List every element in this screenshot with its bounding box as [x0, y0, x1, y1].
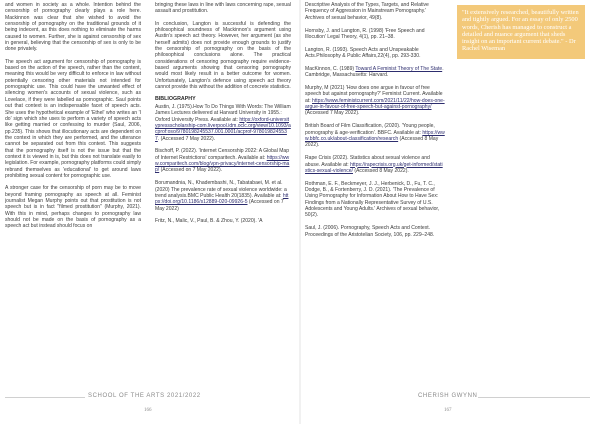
reference-link[interactable]: https://oxford-universitypressscholarship-com.liverpool.idm.oclc.org/view/10.1093/acprof:oso/9780198245537.001.0001/acprof-9780198245537 [155, 116, 291, 142]
body-paragraph: bringing these laws in line with laws concerning rape, sexual assault and prostitution. [155, 2, 291, 15]
page-number: 167 [444, 408, 452, 413]
body-paragraph: In conclusion, Langton is successful is defending the philosophical soundness of Mackinnon's argument using Austin's speech act theory. However, her argument (as she herself admits) does not provide enough grounds to justify the censorship of pornography on the basis of the philosophical conclusions alone. The practical considerations of censoring pornography require evidence-based arguments showing that censoring pornography would most likely result in a better outcome for women. Unfortunately, Langton's defence using speech act theory cannot provide this without the addition of concrete statistics. [155, 20, 291, 91]
reference-text: Murphy, M (2021) 'How does one argue in favour of free speech but against pornography?' Feminist Current. Available at: [305, 85, 443, 104]
reference-text: (Accessed 8 May 2022). [352, 167, 409, 174]
reference-text: Austin, J. (1975).How To Do Things With Words: The William James Lectures delivered at Harvard University in 1955.: Oxford University Press. Available at: [155, 103, 291, 123]
reference-link[interactable]: https://www.feministcurrent.com/2021/11/22/how-does-one-argue-in-favour-of-free-speech-but-against-pornography/ [305, 97, 445, 111]
reference-entry [305, 2, 445, 21]
reference-entry [155, 218, 291, 224]
essay-column-1 [5, 2, 141, 236]
body-paragraph: The speech act argument for censorship of pornography is based on the action of the speech, rather than the content, meaning this would be very difficult to enforce in law without potentially censoring other materials not intended for pornographic use. This could have the unwanted effect of silencing women's accounts of sexual violence, such as Lovelace, if they were labelled as pornographic. Saul points out that context is an indispensable facet of speech acts. She uses the hypothetical example of 'Ethel' who writes an 'I do' sign which she uses to perform a variety of speech acts like getting married or confessing to murder (Saul, 2006, pp.235). This shows that illocutionary acts are dependent on the context in which they are performed, and the utterance cannot be separated out from this context. This suggests that the pornography itself is not the issue but that the context it is viewed in is, but this does not translate easily to legislation. For example, pornography platforms could simply rebrand themselves as 'educational' to get around laws prohibiting sexual content for pornographic use. [5, 58, 141, 179]
reference-text: (Accessed 7 May 2022). [305, 110, 360, 117]
reference-link[interactable]: https://doi.org/10.1186/s12889-020-09926-5 [155, 192, 289, 206]
reference-text: (Accessed on 7 May 2022) [155, 199, 284, 212]
reference-text: Hornsby, J. and Langton, R. (1998) 'Free Speech and Illocution' Legal Theory, 4(1), pp. 21–38. [305, 27, 425, 40]
reference-text: . Cambridge, Massachusetts: Harvard. [305, 65, 444, 79]
footer-author-label: CHERISH GWYNN [418, 393, 478, 399]
bibliography-column [305, 2, 445, 244]
reference-text: . (Accessed 7 May 2022). [157, 135, 216, 142]
body-paragraph: and women in society as a whole. Intention behind the censorship of pornography clearly plays a role here. Mackinnon was clear that she wished to avoid the censorship of pornography on the traditional grounds of it being indecent, as this does nothing to eliminate the harms caused to women. Further, she is against censorship of sex in general, believing that the censorship of sex is only to be done privately. [5, 2, 141, 53]
reference-entry [305, 225, 445, 238]
footer-rule [5, 397, 85, 398]
reference-entry [305, 28, 445, 41]
footer-rule [478, 397, 590, 398]
reference-entry [305, 66, 445, 79]
reference-text: (Accessed on 7 May 2022). [159, 167, 223, 174]
reference-entry [305, 85, 445, 117]
reference-text: Rape Crisis (2022). Statistics about sexual violence and abuse. Available at: [305, 155, 430, 168]
reference-text: MacKinnon, C. (1989) [305, 65, 356, 72]
reference-text: Fritz, N., Malic, V., Paul, B. & Zhou, Y. (2020). 'A [155, 218, 263, 225]
reference-entry [155, 148, 291, 173]
reference-text: Rothman, E. F., Beckmeyer, J. J., Herbenick, D., Fu, T. C., Dodge, B., & Fortenberry, J. D. (2021). 'The Prevalence of Using Pornography for Information About How to Have Sex: Findings from a Nationally Representative Survey of U.S. Adolescents and Young Adults.' Archives of sexual behavior, 50(2). [305, 180, 440, 219]
body-paragraph: A stronger case for the censorship of porn may be to move beyond framing pornography as speech at all. Feminist journalist Megan Murphy points out that prostitution is not speech but is in fact "filmed prostitution" (Murphy, 2021). With this in mind, perhaps changes to pornography law should not be made on the basis of pornography as a speech act but instead should focus on [5, 185, 141, 230]
reference-text: British Board of Film Classification, (2020). 'Young people, pornography & age-verification'. BBFC. Available at: [305, 123, 435, 136]
reference-text: Bischoff, P. (2022). 'Internet Censorship 2022: A Global Map of Internet Restrictions' comparitech. Available at: [155, 148, 290, 161]
pull-quote-box: "It extensively researched, beautifully written and tightly argued. For an essay of only 2500 words, Cherish has managed to construct a detailed and nuance argument that sheds insight on an important current debate." - Dr Rachel Wiseman [457, 5, 585, 59]
reference-entry [305, 47, 445, 60]
right-page [300, 0, 600, 424]
reference-text: Saul, J. (2006). Pornography, Speech Acts and Context. Proceedings of the Aristotelian Society, 106, pp. 229–248. [305, 225, 435, 238]
reference-text: Borumandnia, N., Khadembashi, N., Tabatabaei, M. et al. (2020) The prevalence rate of sexual violence worldwide: a trend analysis.BMC Public Health 20(1835). Available at: [155, 180, 287, 199]
footer-school-label: SCHOOL OF THE ARTS 2021/2022 [88, 393, 201, 399]
reference-entry [155, 180, 291, 212]
reference-text: Langton, R. (1993). Speech Acts and Unspeakable Acts.Philosophy & Public Affairs,22(4), pp. 293-330. [305, 46, 421, 60]
page-number: 166 [144, 408, 152, 413]
essay-column-2 [155, 2, 291, 231]
reference-entry [155, 104, 291, 142]
bibliography-heading: BIBLIOGRAPHY [155, 96, 196, 103]
reference-entry [305, 181, 445, 219]
reference-link[interactable]: https://rapecrisis.org.uk/get-informed/statistics-sexual-violence/ [305, 161, 443, 174]
reference-entry [305, 123, 445, 148]
reference-link[interactable]: Toward A Feminist Theory of The State [355, 65, 443, 72]
reference-entry [305, 155, 445, 174]
reference-text: (Accessed 8 May 2022). [305, 136, 439, 149]
reference-link[interactable]: https://www.bbfc.co.uk/about-classification/research [305, 129, 445, 142]
reference-link[interactable]: https://www.comparitech.com/blog/vpn-privacy/internet-censorship-map/ [155, 154, 290, 174]
reference-text: Descriptive Analysis of the Types, Targets, and Relative Frequency of Aggression in Mainstream Pornography.' Archives of sexual behavior, 49(8). [305, 2, 429, 21]
